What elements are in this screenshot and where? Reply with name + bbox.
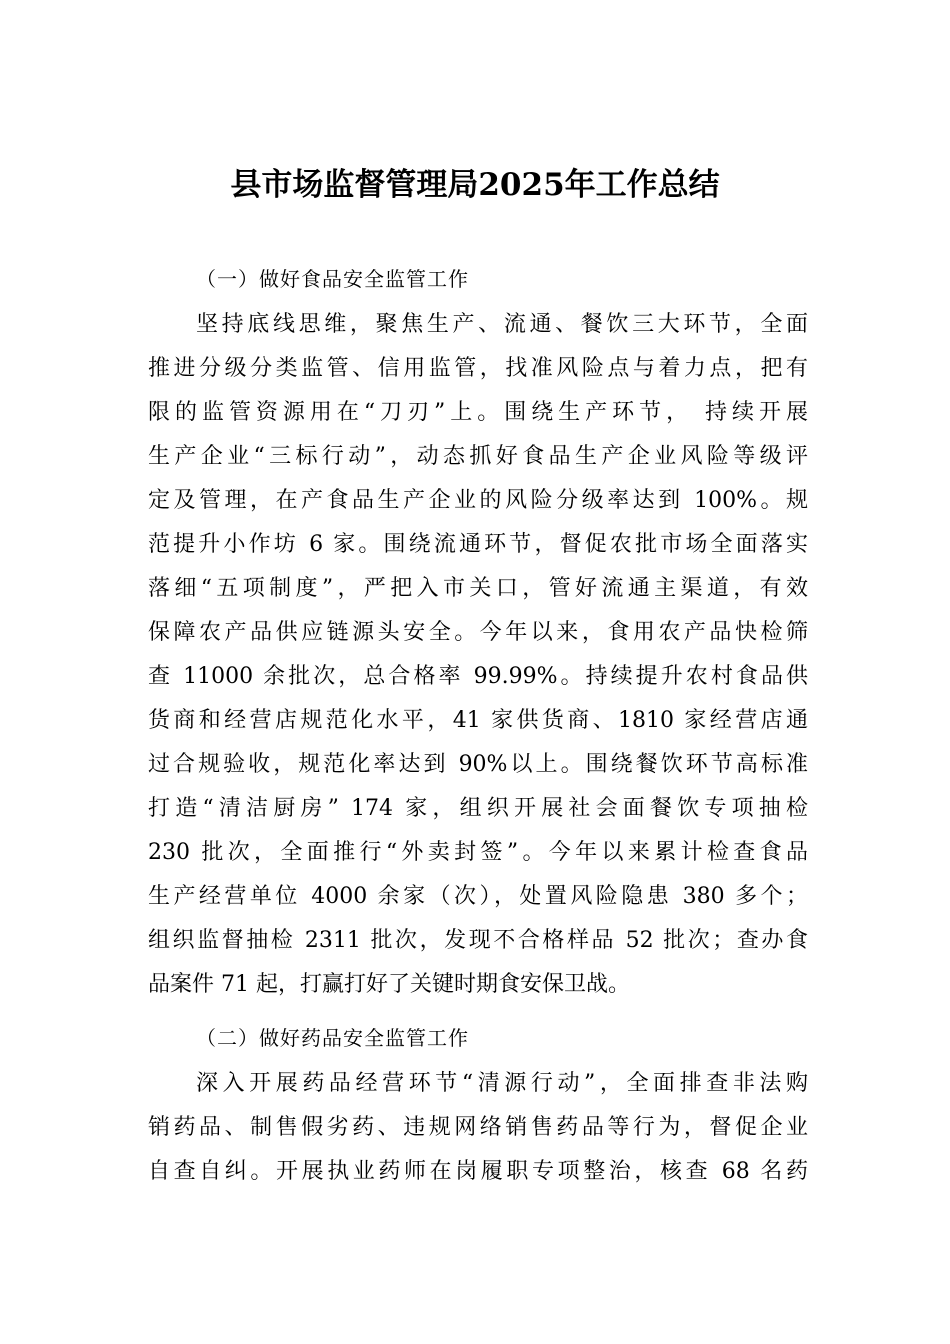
document-title: 县市场监督管理局2025年工作总结 xyxy=(230,167,720,203)
paragraph-line: 范提升小作坊 6 家。围绕流通环节，督促农批市场全面落实 xyxy=(148,532,808,557)
paragraph-line: 坚持底线思维，聚焦生产、流通、餐饮三大环节，全面 xyxy=(196,312,808,337)
section-heading-food-safety: （一）做好食品安全监管工作 xyxy=(196,267,469,291)
paragraph-line: 打造“清洁厨房” 174 家，组织开展社会面餐饮专项抽检 xyxy=(148,796,808,821)
paragraph-line: 推进分级分类监管、信用监管，找准风险点与着力点，把有 xyxy=(148,356,808,381)
paragraph-line: 保障农产品供应链源头安全。今年以来，食用农产品快检筛 xyxy=(148,620,808,645)
paragraph-line: 生产企业“三标行动”，动态抓好食品生产企业风险等级评 xyxy=(148,444,808,469)
paragraph-line: 货商和经营店规范化水平，41 家供货商、1810 家经营店通 xyxy=(148,708,808,733)
paragraph-line: 查 11000 余批次，总合格率 99.99%。持续提升农村食品供 xyxy=(148,664,808,689)
paragraph-line: 定及管理，在产食品生产企业的风险分级率达到 100%。规 xyxy=(148,488,808,513)
paragraph-line: 自查自纠。开展执业药师在岗履职专项整治，核查 68 名药 xyxy=(148,1159,808,1184)
paragraph-line: 落细“五项制度”，严把入市关口，管好流通主渠道，有效 xyxy=(148,576,808,601)
paragraph-line: 生产经营单位 4000 余家（次），处置风险隐患 380 多个； xyxy=(148,884,808,909)
paragraph-line: 过合规验收，规范化率达到 90%以上。围绕餐饮环节高标准 xyxy=(148,752,808,777)
paragraph-line: 销药品、制售假劣药、违规网络销售药品等行为，督促企业 xyxy=(148,1115,808,1140)
paragraph-line: 深入开展药品经营环节“清源行动”，全面排查非法购 xyxy=(196,1071,808,1096)
paragraph-line: 品案件 71 起，打赢打好了关键时期食安保卫战。 xyxy=(148,972,630,997)
paragraph-line: 230 批次，全面推行“外卖封签”。今年以来累计检查食品 xyxy=(148,840,808,865)
paragraph-line: 组织监督抽检 2311 批次，发现不合格样品 52 批次；查办食 xyxy=(148,928,808,953)
paragraph-line: 限的监管资源用在“刀刃”上。围绕生产环节， 持续开展 xyxy=(148,400,808,425)
section-heading-drug-safety: （二）做好药品安全监管工作 xyxy=(196,1026,469,1050)
